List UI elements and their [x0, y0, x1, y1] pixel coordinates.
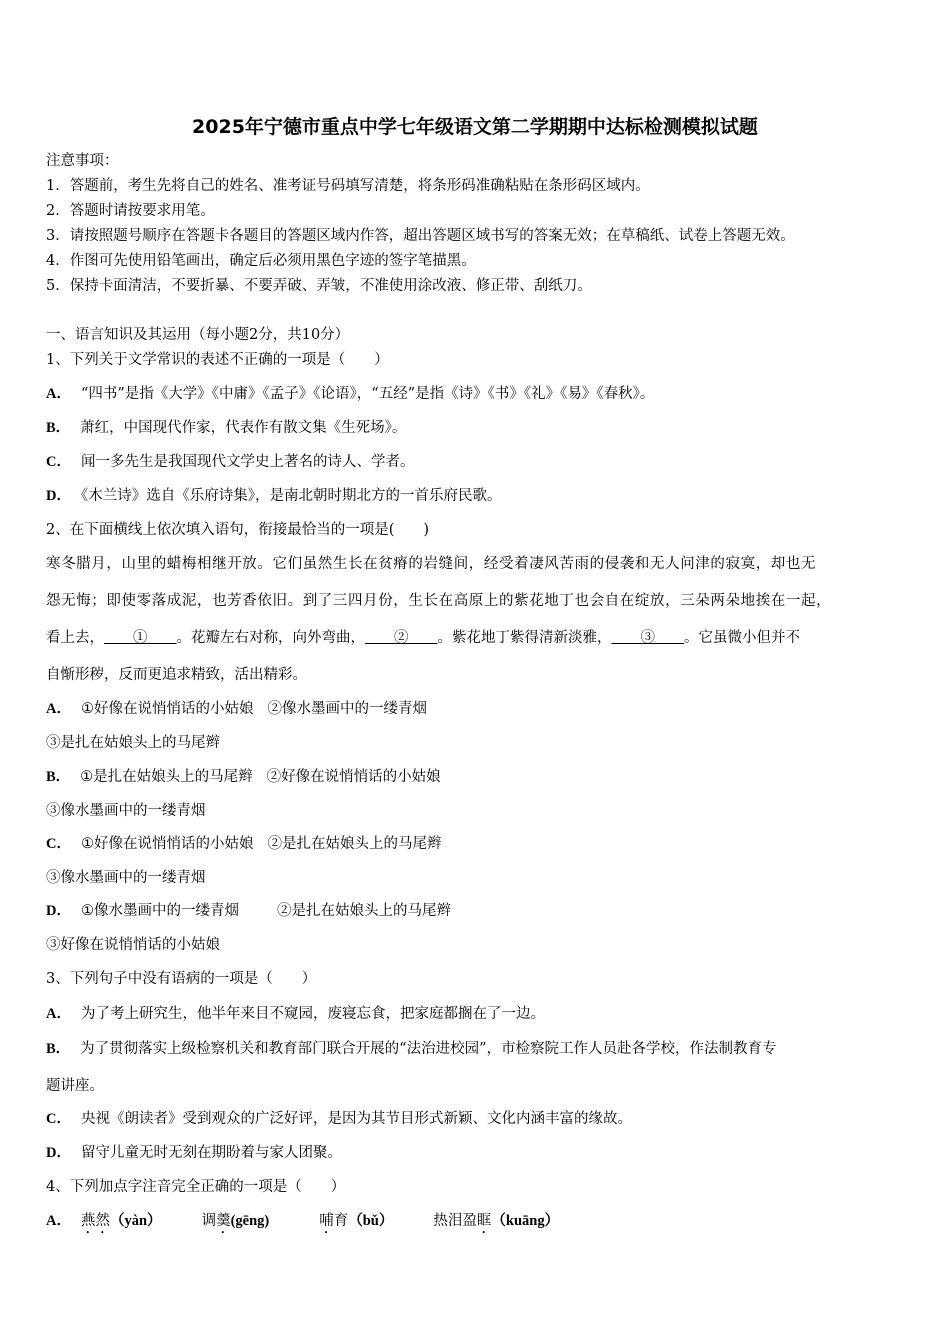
- pinyin: （kuāng）: [491, 1213, 560, 1229]
- option-letter: C．: [46, 1111, 71, 1127]
- word-dotted: 羹: [216, 1213, 231, 1229]
- notice-item: 2．答题时请按要求用笔。: [46, 203, 215, 219]
- word-dotted: 哺: [319, 1213, 334, 1229]
- q2-option-b: [46, 767, 441, 787]
- question-stem-2: 2、在下面横线上依次填入语句，衔接最恰当的一项是( ): [46, 522, 430, 538]
- option-text: “四书”是指《大学》《中庸》《孟子》《论语》，“五经”是指《诗》《书》《礼》《易》《春秋》。: [80, 386, 655, 402]
- option-part: ①是扎在姑娘头上的马尾辫: [80, 769, 253, 785]
- option-letter: A．: [46, 386, 71, 402]
- option-continuation: ③像水墨画中的一缕青烟: [46, 803, 206, 819]
- word: 调: [201, 1213, 217, 1229]
- passage-text: 。它虽微小但并不: [684, 630, 800, 646]
- q3-option-b: [46, 1039, 777, 1059]
- word: 育: [333, 1213, 349, 1229]
- passage-text: 看上去，: [46, 630, 104, 646]
- option-letter: A．: [46, 1006, 71, 1022]
- q2-option-a: [46, 699, 427, 719]
- question-stem-4: 4、下列加点字注音完全正确的一项是（ ）: [46, 1179, 346, 1195]
- blank-3: ＿＿③＿＿: [611, 630, 684, 646]
- passage-line: 自惭形秽，反而更追求精致，活出精彩。: [46, 667, 307, 683]
- option-letter: B．: [46, 1041, 71, 1057]
- q3-option-d: [46, 1143, 342, 1163]
- option-letter: B．: [46, 420, 71, 436]
- section-heading: 一、语言知识及其运用（每小题2分，共10分）: [46, 327, 350, 343]
- word-dotted: 眶: [476, 1213, 492, 1229]
- passage-text: 。紫花地丁紫得清新淡雅，: [437, 630, 612, 646]
- q2-option-d: [46, 901, 451, 921]
- notice-item: 3．请按照题号顺序在答题卡各题目的答题区域内作答，超出答题区域书写的答案无效；在草稿纸、试卷上答题无效。: [46, 228, 795, 244]
- pinyin: (gēng): [230, 1213, 270, 1229]
- notice-item: 1．答题前，考生先将自己的姓名、准考证号码填写清楚，将条形码准确粘贴在条形码区域内。: [46, 178, 650, 194]
- word: 热泪盈: [433, 1213, 477, 1229]
- option-part: ②是扎在姑娘头上的马尾辫: [267, 836, 442, 852]
- option-letter: D．: [46, 488, 71, 504]
- option-text: 央视《朗读者》受到观众的广泛好评，是因为其节目形式新颖、文化内涵丰富的缘故。: [80, 1111, 632, 1127]
- q1-option-a: [46, 384, 654, 404]
- passage-line: 寒冬腊月，山里的蜡梅相继开放。它们虽然生长在贫瘠的岩缝间，经受着凄风苦雨的侵袭和无人问津的寂寞，却也无: [46, 556, 817, 572]
- question-stem-3: 3、下列句子中没有语病的一项是（ ）: [46, 971, 317, 987]
- notice-heading: 注意事项：: [46, 153, 119, 169]
- option-text: 萧红，中国现代作家，代表作有散文集《生死场》。: [80, 420, 407, 436]
- q1-option-d: [46, 486, 501, 506]
- q1-option-c: [46, 452, 414, 472]
- q3-option-a: [46, 1004, 545, 1024]
- option-letter: B．: [46, 769, 71, 785]
- notice-item: 5．保持卡面清洁，不要折暴、不要弄破、弄皱，不准使用涂改液、修正带、刮纸刀。: [46, 278, 592, 294]
- q2-option-c: [46, 834, 441, 854]
- option-letter: A．: [46, 701, 71, 717]
- option-text: 《木兰诗》选自《乐府诗集》，是南北朝时期北方的一首乐府民歌。: [80, 488, 502, 504]
- option-letter: C．: [46, 454, 71, 470]
- option-part: ②是扎在姑娘头上的马尾辫: [276, 903, 451, 919]
- option-text: 为了考上研究生，他半年来目不窥园，废寝忘食，把家庭都搁在了一边。: [80, 1006, 545, 1022]
- blank-1: ＿＿①＿＿: [104, 630, 177, 646]
- option-part: ①好像在说悄悄话的小姑娘: [80, 701, 254, 717]
- q1-option-b: [46, 418, 406, 438]
- option-letter: A．: [46, 1213, 71, 1229]
- passage-text: 。花瓣左右对称，向外弯曲，: [176, 630, 365, 646]
- blank-2: ＿＿②＿＿: [365, 630, 438, 646]
- option-continuation: ③像水墨画中的一缕青烟: [46, 870, 206, 886]
- option-letter: D．: [46, 1145, 71, 1161]
- q4-option-a: [46, 1211, 559, 1237]
- passage-line: 怨无悔；即使零落成泥，也芳香依旧。到了三四月份，生长在高原上的紫花地丁也会自在绽放，三朵两朵地挨在一起，: [46, 593, 832, 609]
- question-stem-1: 1、下列关于文学常识的表述不正确的一项是（ ）: [46, 352, 389, 368]
- pinyin: （yàn）: [109, 1213, 162, 1229]
- notice-item: 4．作图可先使用铅笔画出，确定后必须用黑色字迹的签字笔描黑。: [46, 253, 476, 269]
- option-continuation: ③好像在说悄悄话的小姑娘: [46, 937, 220, 953]
- word-dotted: 燕然: [80, 1213, 110, 1229]
- option-text: 为了贯彻落实上级检察机关和教育部门联合开展的“法治进校园”，市检察院工作人员赴各学校，作法制教育专: [80, 1041, 777, 1057]
- option-text: 留守儿童无时无刻在期盼着与家人团聚。: [80, 1145, 342, 1161]
- option-letter: C．: [46, 836, 71, 852]
- option-part: ②好像在说悄悄话的小姑娘: [266, 769, 441, 785]
- q3-option-c: [46, 1109, 632, 1129]
- option-part: ②像水墨画中的一缕青烟: [267, 701, 427, 717]
- passage-line: [46, 628, 800, 648]
- pinyin: （bǔ）: [348, 1213, 394, 1229]
- option-letter: D．: [46, 903, 71, 919]
- option-text: 闻一多先生是我国现代文学史上著名的诗人、学者。: [80, 454, 415, 470]
- page-title: 2025年宁德市重点中学七年级语文第二学期期中达标检测模拟试题: [192, 116, 758, 138]
- option-part: ①像水墨画中的一缕青烟: [80, 903, 239, 919]
- option-continuation: ③是扎在姑娘头上的马尾辫: [46, 735, 220, 751]
- option-part: ①好像在说悄悄话的小姑娘: [80, 836, 254, 852]
- option-continuation: 题讲座。: [46, 1078, 104, 1094]
